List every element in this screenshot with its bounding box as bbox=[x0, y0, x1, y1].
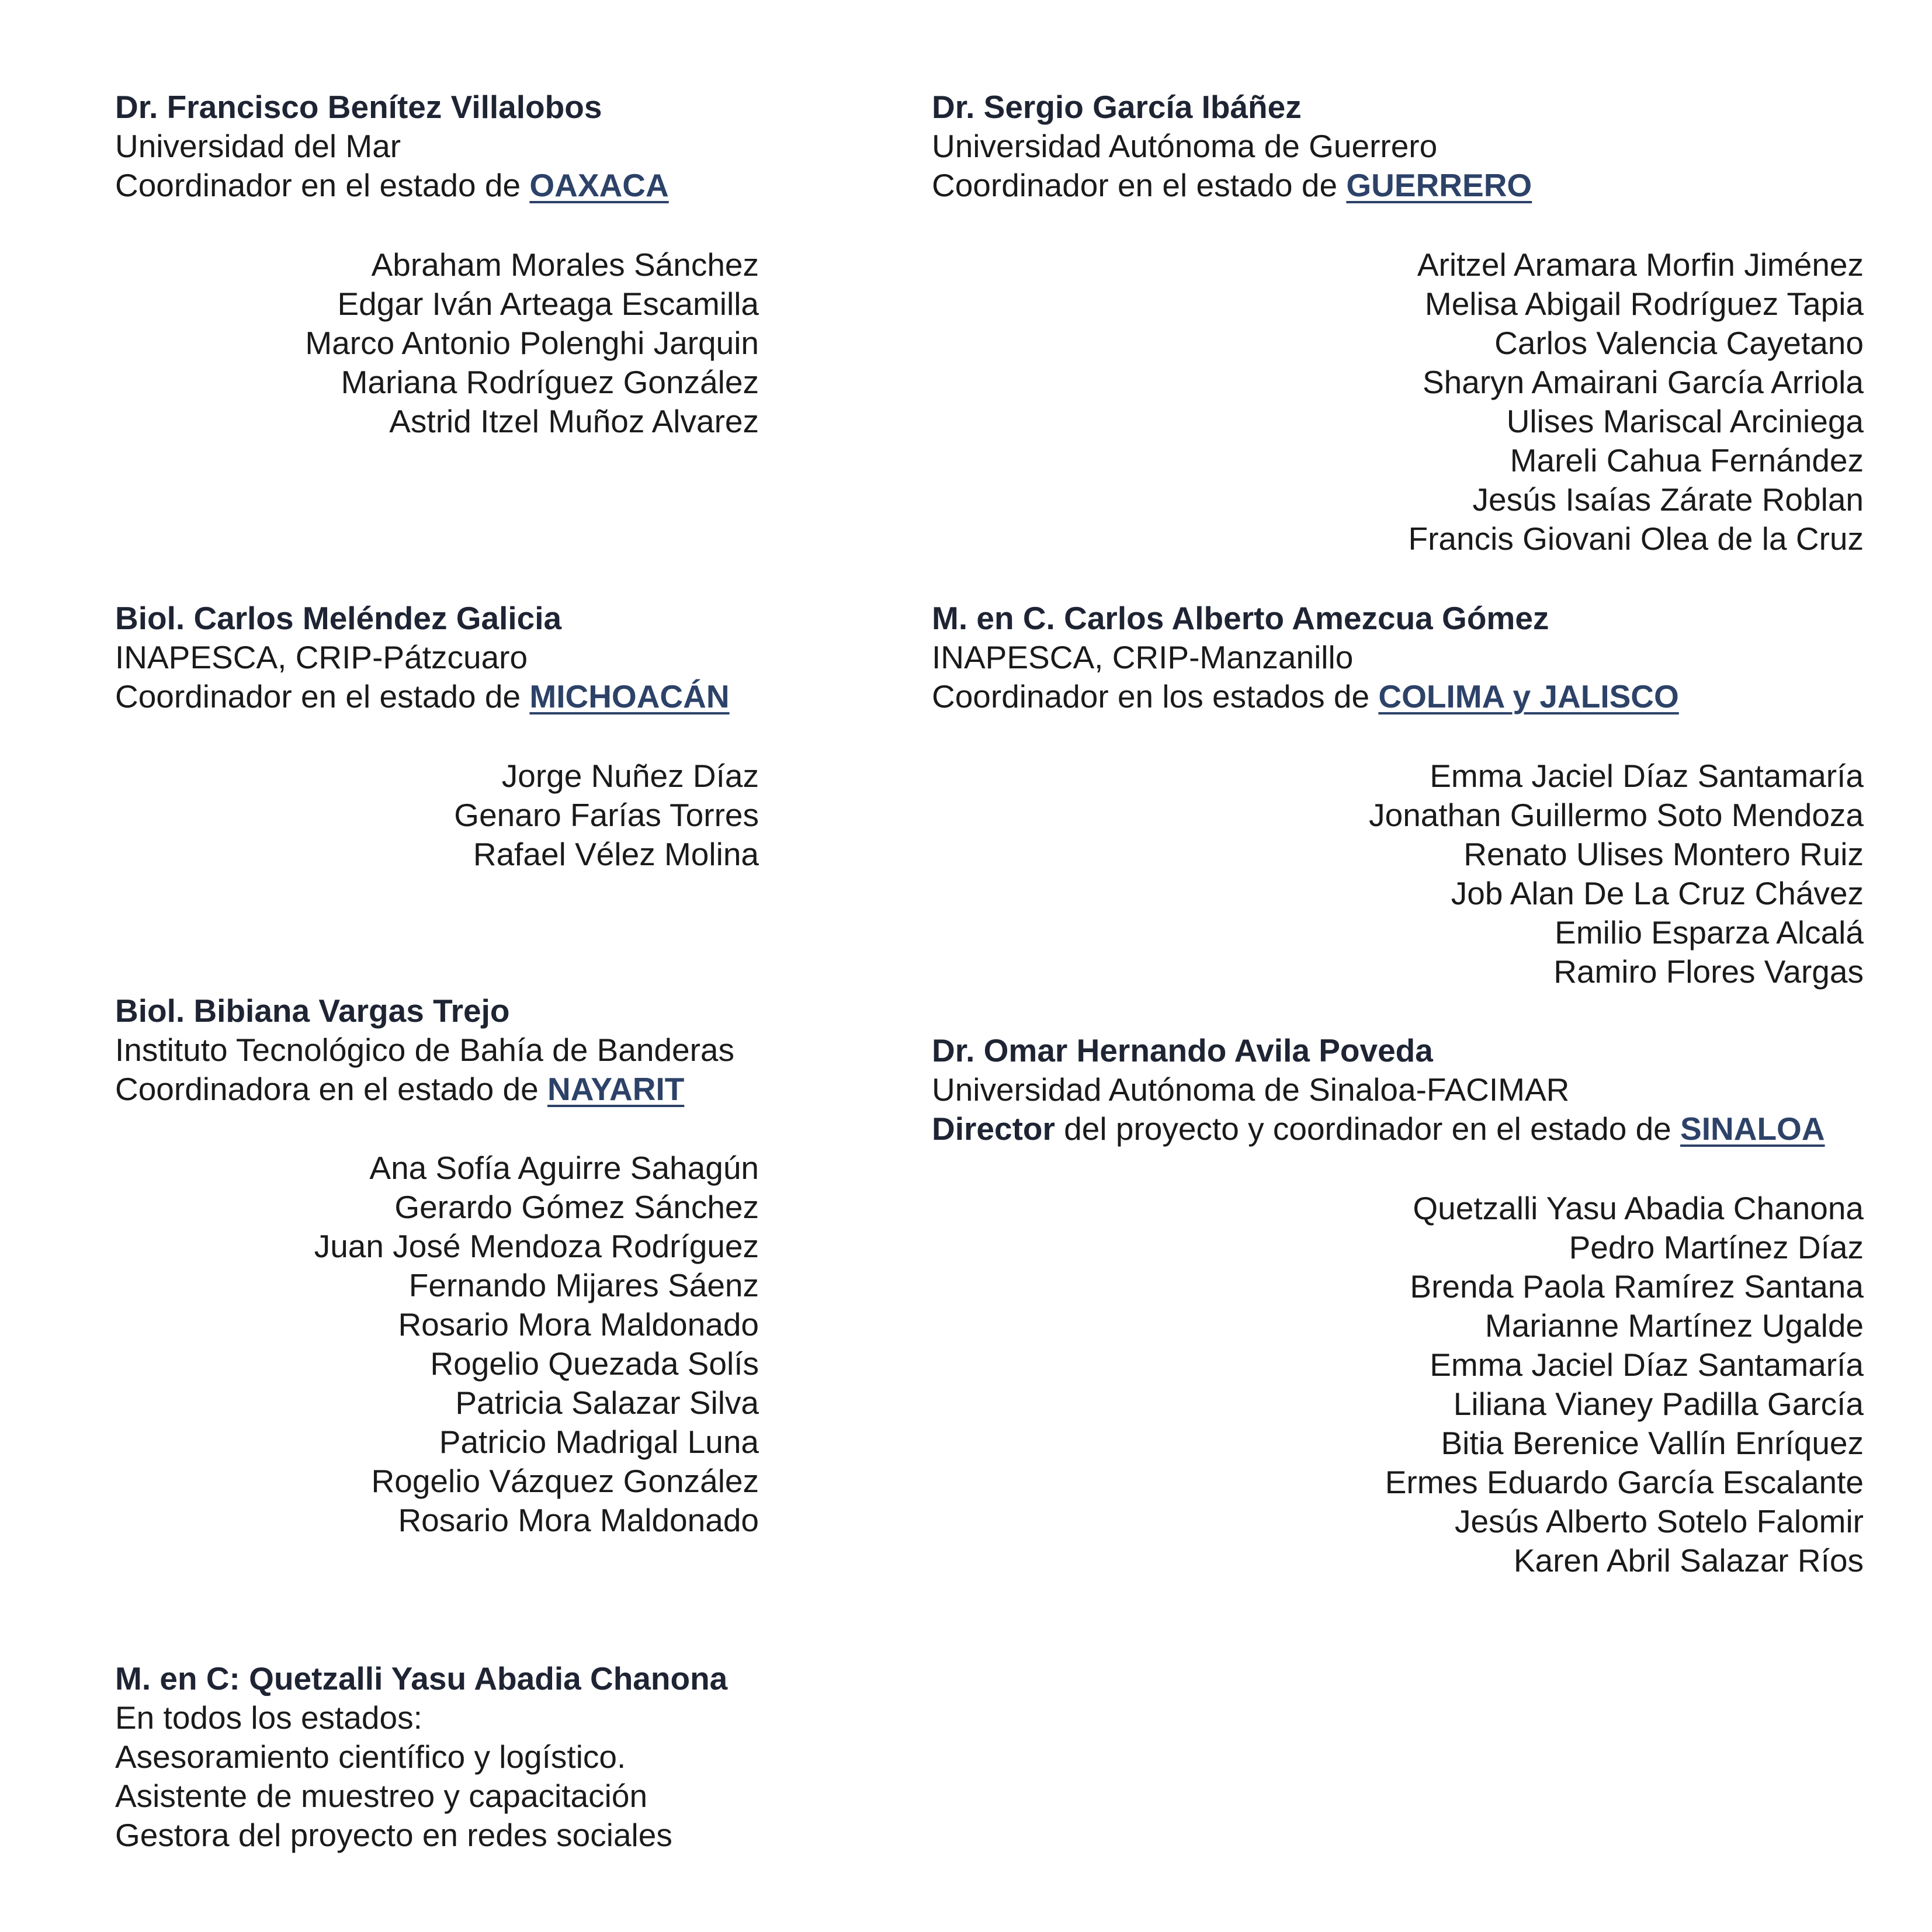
member-name: Rogelio Quezada Solís bbox=[430, 1345, 759, 1382]
role-prefix: Coordinador en los estados de bbox=[932, 678, 1379, 714]
role-prefix: Coordinador en el estado de bbox=[115, 167, 530, 203]
role-strong: Director bbox=[932, 1111, 1055, 1147]
state-link-guerrero[interactable]: GUERRERO bbox=[1346, 167, 1532, 203]
role-prefix: Coordinador en el estado de bbox=[932, 167, 1347, 203]
coordinator-institution: INAPESCA, CRIP-Pátzcuaro bbox=[115, 639, 528, 675]
member-name: Ulises Mariscal Arciniega bbox=[1506, 403, 1864, 439]
state-link-michoacan[interactable]: MICHOACÁN bbox=[529, 678, 730, 714]
coordinator-role bbox=[115, 677, 730, 716]
member-name: Jonathan Guillermo Soto Mendoza bbox=[1369, 797, 1864, 833]
coordinator-name: Dr. Omar Hernando Avila Poveda bbox=[932, 1032, 1433, 1069]
coordinator-name: Biol. Carlos Meléndez Galicia bbox=[115, 600, 562, 636]
state-link-sinaloa[interactable]: SINALOA bbox=[1680, 1111, 1825, 1147]
advisor-line: Gestora del proyecto en redes sociales bbox=[115, 1817, 672, 1853]
member-name: Marco Antonio Polenghi Jarquin bbox=[305, 325, 759, 361]
coordinator-role bbox=[115, 166, 669, 205]
member-list-sinaloa bbox=[1385, 1189, 1864, 1580]
member-name: Melisa Abigail Rodríguez Tapia bbox=[1424, 286, 1864, 322]
member-name: Juan José Mendoza Rodríguez bbox=[314, 1228, 759, 1264]
member-name: Ramiro Flores Vargas bbox=[1553, 953, 1864, 990]
advisor-line: En todos los estados: bbox=[115, 1699, 422, 1736]
member-name: Ana Sofía Aguirre Sahagún bbox=[369, 1150, 759, 1186]
member-name: Jesús Alberto Sotelo Falomir bbox=[1454, 1503, 1864, 1539]
coordinator-block-nayarit bbox=[115, 991, 734, 1109]
member-name: Job Alan De La Cruz Chávez bbox=[1451, 875, 1864, 911]
member-name: Sharyn Amairani García Arriola bbox=[1422, 364, 1864, 400]
member-list-guerrero bbox=[1409, 245, 1864, 559]
state-link-colima-jalisco[interactable]: COLIMA y JALISCO bbox=[1378, 678, 1679, 714]
state-link-oaxaca[interactable]: OAXACA bbox=[529, 167, 669, 203]
member-list-oaxaca bbox=[305, 245, 759, 441]
member-name: Renato Ulises Montero Ruiz bbox=[1463, 836, 1864, 872]
member-list-colima-jalisco bbox=[1369, 757, 1864, 991]
coordinator-block-colima-jalisco bbox=[932, 599, 1679, 716]
coordinator-name: M. en C. Carlos Alberto Amezcua Gómez bbox=[932, 600, 1549, 636]
coordinator-institution: Universidad Autónoma de Guerrero bbox=[932, 128, 1438, 164]
coordinator-institution: Universidad del Mar bbox=[115, 128, 401, 164]
advisor-line: Asistente de muestreo y capacitación bbox=[115, 1778, 648, 1814]
member-name: Ermes Eduardo García Escalante bbox=[1385, 1464, 1864, 1500]
member-name: Mareli Cahua Fernández bbox=[1510, 442, 1864, 478]
member-name: Abraham Morales Sánchez bbox=[371, 247, 759, 283]
coordinator-institution: INAPESCA, CRIP-Manzanillo bbox=[932, 639, 1354, 675]
advisor-name: M. en C: Quetzalli Yasu Abadia Chanona bbox=[115, 1660, 728, 1697]
member-name: Rafael Vélez Molina bbox=[473, 836, 759, 872]
member-name: Jesús Isaías Zárate Roblan bbox=[1472, 481, 1864, 518]
member-name: Jorge Nuñez Díaz bbox=[501, 758, 759, 794]
coordinator-block-sinaloa bbox=[932, 1031, 1825, 1149]
coordinator-role bbox=[115, 1070, 734, 1109]
coordinator-block-michoacan bbox=[115, 599, 730, 716]
member-name: Karen Abril Salazar Ríos bbox=[1513, 1542, 1864, 1579]
member-name: Patricio Madrigal Luna bbox=[439, 1424, 759, 1460]
role-prefix: Coordinador en el estado de bbox=[115, 678, 530, 714]
member-name: Genaro Farías Torres bbox=[454, 797, 759, 833]
coordinator-name: Dr. Francisco Benítez Villalobos bbox=[115, 89, 602, 125]
coordinator-role bbox=[932, 1109, 1825, 1149]
member-name: Quetzalli Yasu Abadia Chanona bbox=[1413, 1190, 1864, 1226]
member-name: Marianne Martínez Ugalde bbox=[1484, 1307, 1864, 1344]
member-name: Emma Jaciel Díaz Santamaría bbox=[1430, 758, 1864, 794]
member-name: Emma Jaciel Díaz Santamaría bbox=[1430, 1347, 1864, 1383]
advisor-block bbox=[115, 1659, 727, 1855]
member-name: Brenda Paola Ramírez Santana bbox=[1410, 1268, 1864, 1305]
member-name: Emilio Esparza Alcalá bbox=[1555, 914, 1864, 951]
coordinator-block-oaxaca bbox=[115, 88, 669, 205]
member-name: Liliana Vianey Padilla García bbox=[1453, 1386, 1864, 1422]
member-name: Pedro Martínez Díaz bbox=[1569, 1229, 1864, 1265]
coordinator-institution: Universidad Autónoma de Sinaloa-FACIMAR bbox=[932, 1071, 1570, 1108]
role-prefix: Coordinadora en el estado de bbox=[115, 1071, 547, 1107]
member-name: Rosario Mora Maldonado bbox=[398, 1306, 759, 1343]
member-name: Francis Giovani Olea de la Cruz bbox=[1408, 521, 1864, 557]
role-prefix: del proyecto y coordinador en el estado de bbox=[1055, 1111, 1681, 1147]
member-name: Bitia Berenice Vallín Enríquez bbox=[1441, 1425, 1864, 1461]
coordinator-institution: Instituto Tecnológico de Bahía de Banderas bbox=[115, 1032, 735, 1068]
member-name: Mariana Rodríguez González bbox=[341, 364, 759, 400]
member-name: Rogelio Vázquez González bbox=[371, 1463, 759, 1499]
member-name: Aritzel Aramara Morfin Jiménez bbox=[1417, 247, 1864, 283]
member-name: Rosario Mora Maldonado bbox=[398, 1502, 759, 1538]
member-name: Patricia Salazar Silva bbox=[455, 1385, 759, 1421]
member-list-michoacan bbox=[454, 757, 759, 874]
advisor-line: Asesoramiento científico y logístico. bbox=[115, 1739, 626, 1775]
coordinator-role bbox=[932, 166, 1532, 205]
member-name: Astrid Itzel Muñoz Alvarez bbox=[389, 403, 759, 439]
member-name: Gerardo Gómez Sánchez bbox=[394, 1189, 759, 1225]
member-name: Carlos Valencia Cayetano bbox=[1494, 325, 1864, 361]
coordinator-block-guerrero bbox=[932, 88, 1532, 205]
coordinator-name: Dr. Sergio García Ibáñez bbox=[932, 89, 1302, 125]
member-name: Edgar Iván Arteaga Escamilla bbox=[337, 286, 759, 322]
member-list-nayarit bbox=[314, 1149, 759, 1540]
state-link-nayarit[interactable]: NAYARIT bbox=[547, 1071, 685, 1107]
coordinator-name: Biol. Bibiana Vargas Trejo bbox=[115, 993, 510, 1029]
member-name: Fernando Mijares Sáenz bbox=[408, 1267, 759, 1303]
coordinator-role bbox=[932, 677, 1679, 716]
